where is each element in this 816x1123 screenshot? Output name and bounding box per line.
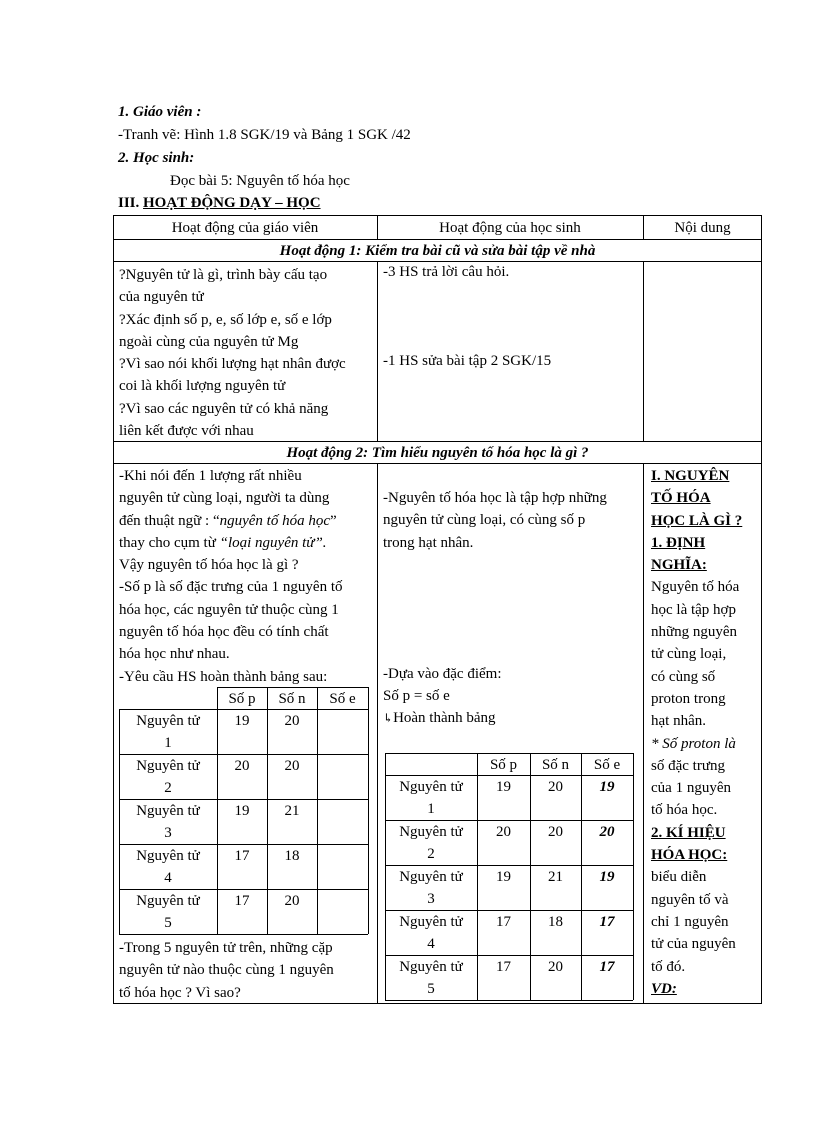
activity-1-student-answer: -3 HS trả lời câu hỏi. [383, 264, 510, 280]
atom-row-number: 3 [427, 891, 435, 907]
activity-2-teacher: -Khi nói đến 1 lượng rất nhiều nguyên tử cùng loại, người ta dùng đến thuật ngữ : “nguyên tố hóa học” thay cho cụm từ “loại nguyên tử”. Vậy nguyên tố hóa học là gì ? -Số p là số đặc trưng của 1 nguyên tố hóa học, các nguyên tử thuộc cùng 1 nguyên tố hóa học đều có tính chất hóa học như nhau. -Yêu cầu HS hoàn thành bảng sau: [119, 468, 343, 685]
atom-cell-p: 19 [234, 803, 250, 819]
atom-cell-n: 18 [548, 914, 563, 930]
atom-header: Số e [593, 757, 621, 773]
atom-row-number: 1 [164, 735, 172, 751]
atom-row-name: Nguyên tử [136, 803, 200, 819]
activity-2-title: Hoạt động 2: Tìm hiểu nguyên tố hóa học là gì ? [286, 445, 589, 461]
atom-cell-n: 20 [548, 824, 563, 840]
atom-cell-e: 17 [599, 914, 615, 930]
atom-row-name: Nguyên tử [399, 824, 463, 840]
atom-row-name: Nguyên tử [399, 869, 463, 885]
activity-2-student-based: -Dựa vào đặc điểm: [383, 666, 502, 682]
atom-row-name: Nguyên tử [399, 779, 463, 795]
section-title: HOẠT ĐỘNG DẠY – HỌC [143, 195, 321, 211]
atom-row-name: Nguyên tử [136, 758, 200, 774]
activity-1-student-homework: -1 HS sửa bài tập 2 SGK/15 [383, 353, 552, 369]
student-item: Đọc bài 5: Nguyên tố hóa học [170, 173, 350, 189]
header-teacher: Hoạt động của giáo viên [171, 220, 319, 236]
header-content: Nội dung [674, 220, 731, 236]
atom-cell-e: 19 [599, 869, 615, 885]
atom-cell-n: 20 [284, 893, 300, 909]
atom-header: Số n [278, 691, 306, 707]
atom-row-name: Nguyên tử [399, 914, 463, 930]
activity-2-student-equation: Số p = số e [383, 688, 450, 704]
atom-row-number: 4 [427, 936, 435, 952]
teacher-item: -Tranh vẽ: Hình 1.8 SGK/19 và Bảng 1 SGK /42 [118, 127, 411, 143]
atom-cell-n: 20 [548, 779, 563, 795]
atom-cell-p: 20 [496, 824, 511, 840]
activity-1-title: Hoạt động 1: Kiểm tra bài cũ và sửa bài tập về nhà [279, 243, 596, 259]
atom-cell-n: 20 [548, 959, 563, 975]
atom-row-number: 3 [164, 825, 172, 841]
atom-cell-p: 19 [496, 869, 511, 885]
atom-row-number: 1 [427, 801, 435, 817]
teacher-heading: 1. Giáo viên : [118, 104, 202, 120]
atom-cell-p: 20 [234, 758, 250, 774]
section-number: III. [118, 195, 140, 211]
atom-cell-e: 19 [599, 779, 615, 795]
atom-cell-n: 18 [284, 848, 300, 864]
activity-2-student-definition: -Nguyên tố hóa học là tập hợp những nguyên tử cùng loại, có cùng số p trong hạt nhân. [383, 490, 607, 551]
activity-2-student-complete: ↳Hoàn thành bảng [383, 710, 496, 726]
atom-cell-n: 21 [284, 803, 300, 819]
arrow-icon: ↳ [383, 711, 394, 725]
atom-row-name: Nguyên tử [136, 893, 200, 909]
atom-row-number: 4 [164, 870, 172, 886]
atom-cell-n: 20 [284, 758, 300, 774]
section-heading [118, 195, 321, 212]
atom-row-number: 2 [427, 846, 435, 862]
atom-header: Số p [489, 757, 518, 773]
atom-header: Số e [329, 691, 356, 707]
atom-row-name: Nguyên tử [136, 848, 200, 864]
student-heading: 2. Học sinh: [118, 150, 195, 166]
header-student: Hoạt động của học sinh [439, 220, 581, 236]
atom-cell-p: 17 [496, 914, 511, 930]
atom-cell-p: 19 [496, 779, 511, 795]
atom-cell-p: 17 [234, 893, 250, 909]
activity-1-teacher: ?Nguyên tử là gì, trình bày cấu tạo của nguyên tử ?Xác định số p, e, số lớp e, số e lớp ngoài cùng của nguyên tử Mg ?Vì sao nói khối lượng hạt nhân được coi là khối lượng nguyên tử ?Vì sao các nguyên tử có khả năng liên kết được với nhau [119, 267, 346, 440]
atom-row-name: Nguyên tử [399, 959, 463, 975]
atom-cell-p: 19 [234, 713, 250, 729]
atom-row-number: 2 [164, 780, 172, 796]
atom-row-number: 5 [164, 915, 172, 931]
atom-header: Số p [228, 691, 256, 707]
atom-cell-p: 17 [234, 848, 250, 864]
atom-row-name: Nguyên tử [136, 713, 200, 729]
atom-cell-e: 17 [599, 959, 615, 975]
atom-cell-p: 17 [496, 959, 511, 975]
atom-cell-n: 21 [548, 869, 563, 885]
atom-cell-e: 20 [599, 824, 615, 840]
atom-cell-n: 20 [284, 713, 300, 729]
atom-header: Số n [541, 757, 570, 773]
content-column: I. NGUYÊN TỐ HÓA HỌC LÀ GÌ ? 1. ĐỊNH NGHĨA: Nguyên tố hóa học là tập hợp những nguyên tử cùng loại, có cùng số proton trong hạt nhân. * Số proton là số đặc trưng của 1 nguyên tố hóa học. 2. KÍ HIỆU HÓA HỌC: biểu diễn nguyên tố và chỉ 1 nguyên tử của nguyên tố đó. VD: [651, 468, 743, 997]
activity-2-teacher-question: -Trong 5 nguyên tử trên, những cặp nguyên tử nào thuộc cùng 1 nguyên tố hóa học ? Vì sao? [119, 940, 334, 1001]
atom-row-number: 5 [427, 981, 435, 997]
